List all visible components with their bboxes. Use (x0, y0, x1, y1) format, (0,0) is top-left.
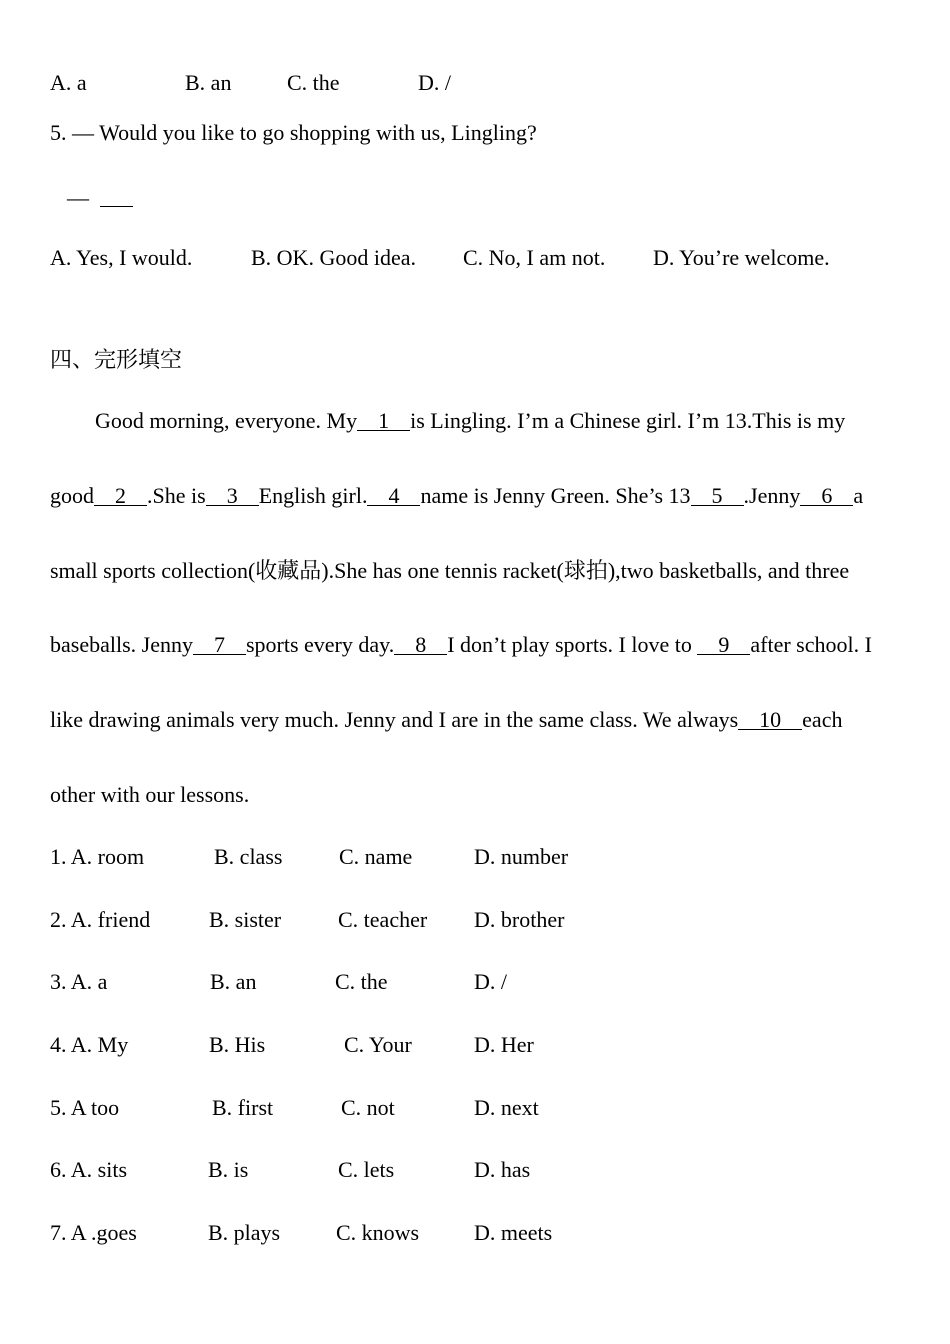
option-d: D. / (474, 969, 507, 994)
question-number: 5. (50, 1095, 67, 1120)
question-5-option-b: B. OK. Good idea. (251, 245, 416, 270)
passage-text: good (50, 483, 94, 508)
cloze-question-1 (0, 844, 950, 870)
option-b: B. first (212, 1095, 274, 1120)
answer-blank (100, 206, 133, 207)
blank-4: 4 (367, 486, 420, 506)
question-number-and-option-a (50, 907, 150, 933)
passage-text: each (802, 707, 843, 732)
reply-dash: — (67, 185, 89, 210)
passage-text: Good morning, everyone. My (95, 408, 358, 433)
question-number: 7. (50, 1220, 67, 1245)
option-a: A. sits (70, 1157, 128, 1182)
section-heading: 四、完形填空 (50, 347, 183, 372)
blank-1: 1 (357, 411, 410, 431)
question-number-and-option-a (50, 844, 144, 870)
question-5-option-a: A. Yes, I would. (50, 245, 193, 270)
option-c: C. the (335, 969, 388, 994)
question-5-option-c: C. No, I am not. (463, 245, 606, 270)
option-d: D. next (474, 1095, 539, 1120)
question-number: 4. (50, 1032, 67, 1057)
passage-line-2 (50, 483, 863, 509)
option-a: A. a (50, 70, 87, 95)
option-a: A. room (70, 844, 145, 869)
question-number: 6. (50, 1157, 67, 1182)
passage-text: I don’t play sports. I love to (447, 632, 698, 657)
option-d: D. Her (474, 1032, 534, 1057)
option-b: B. an (185, 70, 232, 95)
option-b: B. His (209, 1032, 266, 1057)
blank-10: 10 (738, 710, 802, 730)
passage-text: .Jenny (743, 483, 801, 508)
passage-text: sports every day. (245, 632, 395, 657)
option-c: C. knows (336, 1220, 420, 1245)
passage-text: small sports collection(收藏品).She has one tennis racket(球拍),two basketballs, and three (50, 558, 850, 583)
passage-text: name is Jenny Green. She’s 13 (420, 483, 691, 508)
passage-text: other with our lessons. (50, 782, 250, 807)
option-b: B. is (208, 1157, 249, 1182)
passage-text: English girl. (258, 483, 368, 508)
option-d: D. meets (474, 1220, 553, 1245)
option-c: C. teacher (338, 907, 428, 932)
passage-text: after school. I (750, 632, 872, 657)
question-number-and-option-a (50, 1157, 127, 1183)
cloze-question-5 (0, 1095, 950, 1121)
cloze-question-3 (0, 969, 950, 995)
passage-text: baseballs. Jenny (50, 632, 193, 657)
question-number: 2. (50, 907, 67, 932)
option-a: A .goes (70, 1220, 137, 1245)
passage-line-1 (95, 408, 845, 434)
option-a: A. friend (70, 907, 151, 932)
question-number-and-option-a (50, 1095, 119, 1121)
question-number: 3. (50, 969, 67, 994)
option-b: B. an (210, 969, 257, 994)
option-a: A too (70, 1095, 120, 1120)
previous-question-options (0, 70, 950, 96)
option-d: D. has (474, 1157, 531, 1182)
question-5-prompt-row (0, 120, 950, 146)
cloze-question-7 (0, 1220, 950, 1246)
blank-6: 6 (800, 486, 853, 506)
passage-line-4 (50, 632, 872, 658)
option-d: D. / (418, 70, 451, 95)
question-5-option-d: D. You’re welcome. (653, 245, 830, 270)
option-c: C. lets (338, 1157, 395, 1182)
passage-line-5 (50, 707, 842, 733)
blank-2: 2 (94, 486, 147, 506)
blank-5: 5 (691, 486, 744, 506)
section-heading-row (0, 347, 950, 373)
option-d: D. number (474, 844, 569, 869)
passage-line-6 (50, 782, 249, 808)
option-b: B. class (214, 844, 283, 869)
cloze-question-2 (0, 907, 950, 933)
question-5-reply-row (0, 185, 950, 211)
question-number-and-option-a (50, 969, 107, 995)
blank-8: 8 (394, 635, 447, 655)
option-c: C. not (341, 1095, 395, 1120)
blank-7: 7 (193, 635, 246, 655)
question-5-prompt: 5. — Would you like to go shopping with us, Lingling? (50, 120, 537, 145)
cloze-question-6 (0, 1157, 950, 1183)
option-d: D. brother (474, 907, 565, 932)
option-b: B. sister (209, 907, 282, 932)
cloze-question-4 (0, 1032, 950, 1058)
blank-3: 3 (206, 486, 259, 506)
question-number-and-option-a (50, 1220, 137, 1246)
blank-9: 9 (697, 635, 750, 655)
passage-text: a (853, 483, 864, 508)
passage-line-3 (50, 558, 849, 584)
option-c: C. the (287, 70, 340, 95)
passage-text: like drawing animals very much. Jenny and I are in the same class. We always (50, 707, 739, 732)
question-5-options (0, 245, 950, 271)
option-a: A. My (70, 1032, 129, 1057)
option-b: B. plays (208, 1220, 281, 1245)
option-c: C. Your (344, 1032, 412, 1057)
option-a: A. a (70, 969, 108, 994)
passage-text: .She is (147, 483, 206, 508)
question-number-and-option-a (50, 1032, 128, 1058)
passage-text: is Lingling. I’m a Chinese girl. I’m 13.This is my (410, 408, 846, 433)
question-number: 1. (50, 844, 67, 869)
option-c: C. name (339, 844, 413, 869)
